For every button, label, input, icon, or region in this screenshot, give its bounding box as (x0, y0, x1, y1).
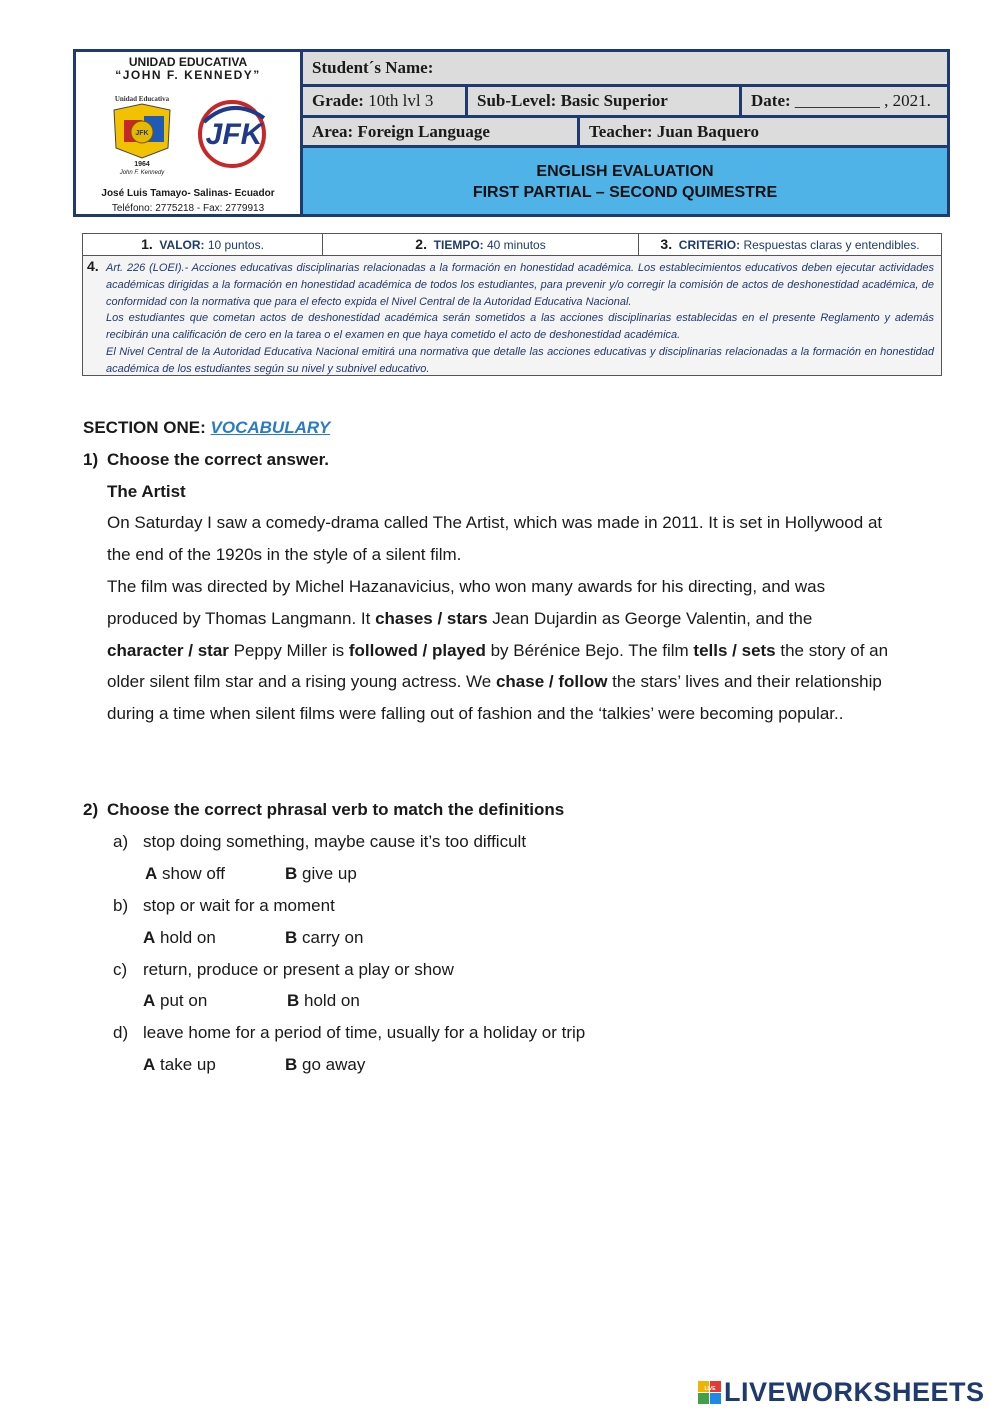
date-label: Date: (751, 91, 791, 110)
school-phone: Teléfono: 2775218 - Fax: 2779913 (111, 203, 265, 214)
item-a-letter: a) (113, 832, 129, 851)
student-name-row (303, 52, 947, 87)
seal-signature: John F. Kennedy (119, 170, 165, 176)
liveworksheets-brand[interactable]: LIVEWORKSHEETS (724, 1377, 985, 1407)
section-heading (83, 418, 330, 438)
question-1-number: 1) (83, 450, 99, 469)
item-b-definition: stop or wait for a moment (143, 896, 335, 915)
date-value: __________ , 2021. (794, 91, 931, 110)
item-a-option-a[interactable]: A show off (145, 864, 226, 883)
info-tiempo: 2. TIEMPO: 40 minutos (323, 234, 639, 255)
school-name-line2: “JOHN F. KENNEDY” (115, 68, 261, 82)
teacher-value: Juan Baquero (656, 122, 760, 141)
item-b-option-b[interactable]: B carry on (285, 928, 364, 947)
choice-chase-follow[interactable]: chase / follow (495, 672, 608, 692)
item-b-option-a[interactable]: A hold on (143, 928, 216, 947)
info-item4-text (106, 260, 934, 378)
teacher-label: Teacher: (589, 122, 653, 141)
info-criterio: 3. CRITERIO: Respuestas claras y entendibles. (660, 236, 920, 252)
choice-character-star[interactable]: character / star (107, 640, 229, 660)
info-item4-number: 4. (87, 258, 99, 274)
item-d-option-b[interactable]: B go away (285, 1055, 366, 1074)
question-2-number: 2) (83, 800, 99, 819)
area-value: Foreign Language (357, 122, 490, 141)
liveworksheets-logo-icon (698, 1377, 722, 1407)
school-address: José Luis Tamayo- Salinas- Ecuador (101, 188, 275, 199)
info-box (82, 233, 942, 376)
seal-year: 1964 (134, 161, 150, 168)
item-c-definition: return, produce or present a play or show (143, 960, 454, 979)
school-block (76, 52, 303, 214)
jfk-logo-text: JFK (205, 118, 263, 151)
question-2-prompt: Choose the correct phrasal verb to match the definitions (107, 800, 565, 819)
svg-text:LIVE: LIVE (704, 1386, 716, 1392)
sublevel-label: Sub-Level: (477, 91, 557, 110)
item-c-option-b[interactable]: B hold on (287, 991, 360, 1010)
grade-label: Grade: (312, 91, 364, 110)
choice-followed-played[interactable]: followed / played (348, 640, 486, 660)
section-label: SECTION ONE: (83, 418, 206, 437)
school-logos (104, 92, 279, 176)
section-name: VOCABULARY (210, 418, 331, 437)
item-c-option-a[interactable]: A put on (143, 991, 208, 1010)
title-line2: FIRST PARTIAL – SECOND QUIMESTRE (472, 184, 778, 201)
svg-text:JFK: JFK (135, 130, 149, 137)
seal-text: Unidad Educativa (114, 95, 170, 103)
info-paragraph-1: Art. 226 (LOEI).- Acciones educativas disciplinarias relacionadas a la formación en honestidad académica. Los establecimientos educativos deben ejecutar actividades académicas dirigidas a la formación en honestidad académica de todos los estudiantes, para prevenir y/o corregir la comisión de actos de deshonestidad académica, de conformidad con la normativa que para el efecto expida el Nivel Central de la Autoridad Educativa Nacional. (106, 262, 934, 308)
info-top-row (83, 234, 941, 256)
header-table (73, 49, 950, 217)
school-name-line1: UNIDAD EDUCATIVA (128, 55, 248, 69)
item-c-letter: c) (113, 960, 128, 979)
reading-paragraph-2: The film was directed by Michel Hazanavicius, who won many awards for his directing, and was produced by Thomas Langmann. It chases / stars Jean Dujardin as George Valentin, and the character / star Peppy Miller is followed / played by Bérénice Bejo. The film tells / sets the story of an older silent film star and a rising young actress. We chase / follow the stars’ lives and their relationship during a time when silent films were falling out of fashion and the ‘talkies’ were becoming popular.. (107, 577, 889, 724)
item-d-option-a[interactable]: A take up (143, 1055, 216, 1074)
grade-value: 10th lvl 3 (368, 91, 434, 110)
choice-tells-sets[interactable]: tells / sets (693, 640, 776, 660)
item-a-definition: stop doing something, maybe cause it’s too difficult (143, 832, 527, 851)
title-line1: ENGLISH EVALUATION (536, 163, 714, 180)
info-paragraph-3: El Nivel Central de la Autoridad Educativa Nacional emitirá una normativa que detalle las acciones educativas y disciplinarias relacionadas a la formación en honestidad académica de los estudiantes según su nivel y subnivel educativo. (106, 345, 934, 375)
item-a-option-b[interactable]: B give up (285, 864, 357, 883)
item-b-letter: b) (113, 896, 129, 915)
info-paragraph-2: Los estudiantes que cometan actos de deshonestidad académica serán sometidos a las acciones disciplinarias establecidas en el presente Reglamento y además recibirán una calificación de cero en la tarea o el examen en que haya cometido el acto de deshonestidad académica. (106, 312, 934, 342)
item-d-letter: d) (113, 1023, 129, 1042)
info-valor: 1. VALOR: 10 puntos. (83, 234, 323, 255)
question-1-prompt: Choose the correct answer. (107, 450, 330, 469)
evaluation-title (303, 148, 947, 214)
choice-chases-stars[interactable]: chases / stars (375, 608, 488, 628)
area-label: Area: (312, 122, 354, 141)
item-d-definition: leave home for a period of time, usually for a holiday or trip (143, 1023, 586, 1042)
area-row (303, 118, 947, 148)
reading-paragraph-1: On Saturday I saw a comedy-drama called The Artist, which was made in 2011. It is set in Hollywood at the end of the 1920s in the style of a silent film. (107, 513, 883, 564)
student-name-label: Student´s Name: (312, 58, 434, 77)
reading-title: The Artist (107, 482, 186, 501)
sublevel-value: Basic Superior (560, 91, 668, 110)
grade-row (303, 87, 947, 118)
